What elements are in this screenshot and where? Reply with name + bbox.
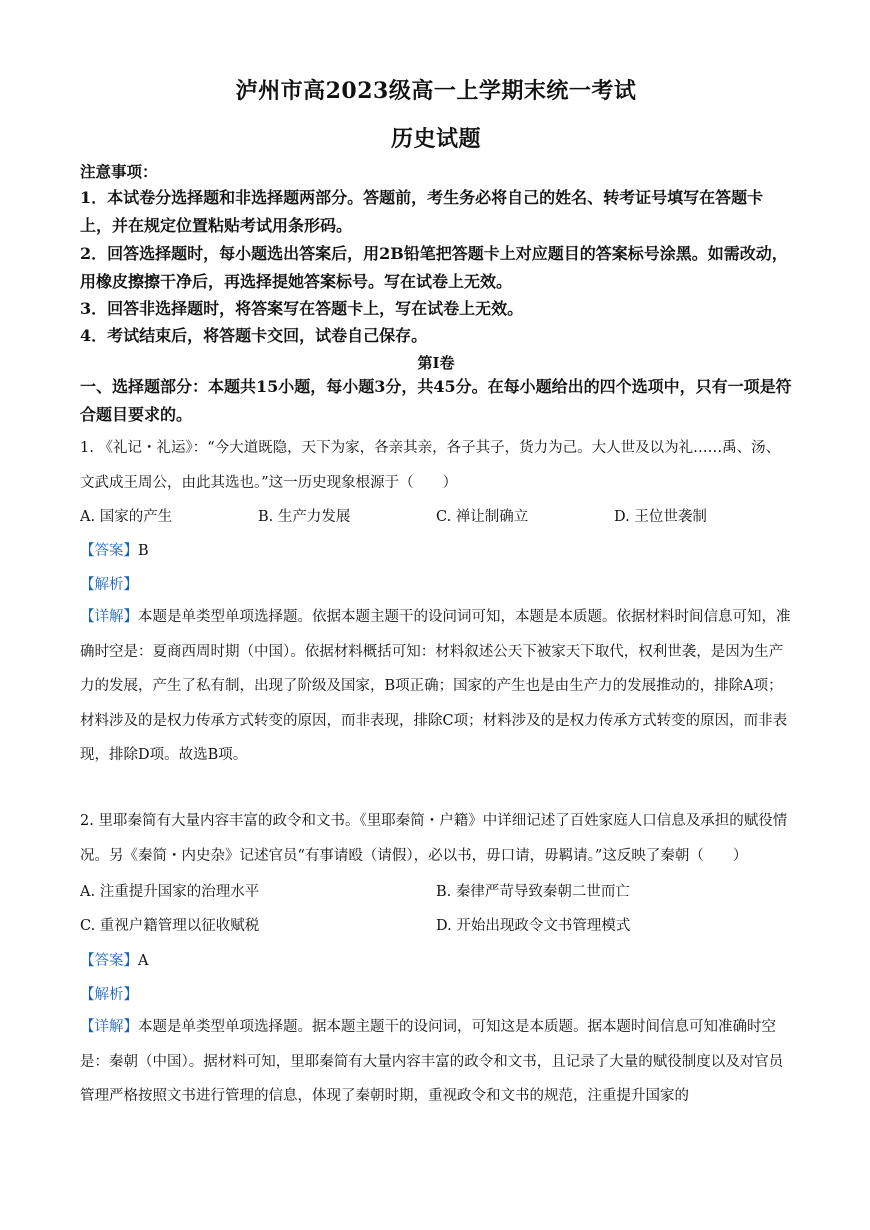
question-2-option-d: D. 开始出现政令文书管理模式 — [436, 918, 631, 934]
answer-tag: 【答案】 — [80, 543, 138, 559]
detail-tag: 【详解】 — [80, 1019, 138, 1035]
question-1-option-b: B. 生产力发展 — [258, 509, 351, 525]
question-1-stem: 1. 《礼记・礼运》：“今大道既隐，天下为家，各亲其亲，各子其子，货力为己。大人世及以为礼……禹、汤、文武成王周公，由此其选也。”这一历史现象根源于（ ） — [80, 440, 781, 491]
section-heading: 一、选择题部分：本题共15小题，每小题3分，共45分。在每小题给出的四个选项中，只有一项是符合题目要求的。 — [80, 377, 792, 424]
question-1-answer — [80, 539, 149, 560]
exam-subtitle: 历史试题 — [390, 126, 481, 152]
answer-value: B — [138, 543, 149, 559]
question-2-stem: 2. 里耶秦简有大量内容丰富的政令和文书。《里耶秦简・户籍》中详细记述了百姓家庭人口信息及承担的赋役情况。另《秦简・内史杂》记述官员“有事请殴（请假），必以书，毋口请，毋羁请。”这反映了秦朝（ ） — [80, 813, 788, 864]
question-1-option-d: D. 王位世袭制 — [614, 509, 707, 525]
exam-title: 泸州市高2023级高一上学期末统一考试 — [235, 78, 637, 104]
note-item-3: 3．回答非选择题时，将答案写在答题卡上，写在试卷上无效。 — [80, 299, 524, 318]
question-1-analysis-tag: 【解析】 — [80, 577, 138, 593]
detail-text: 本题是单类型单项选择题。依据本题主题干的设问词可知，本题是本质题。依据材料时间信息可知，准确时空是：夏商西周时期（中国）。依据材料概括可知：材料叙述公天下被家天下取代，权利世袭，是因为生产力的发展，产生了私有制，出现了阶级及国家，B项正确；国家的产生也是由生产力的发展推动的，排除A项；材料涉及的是权力传承方式转变的原因，而非表现，排除C项；材料涉及的是权力传承方式转变的原因，而非表现，排除D项。故选B项。 — [80, 609, 791, 763]
question-1-detail — [80, 600, 792, 773]
question-2-option-b: B. 秦律严苛导致秦朝二世而亡 — [436, 884, 630, 900]
question-2-option-c: C. 重视户籍管理以征收赋税 — [80, 918, 260, 934]
note-item-1: 1．本试卷分选择题和非选择题两部分。答题前，考生务必将自己的姓名、转考证号填写在答题卡上，并在规定位置粘贴考试用条形码。 — [80, 188, 764, 235]
question-1-option-c: C. 禅让制确立 — [436, 509, 529, 525]
note-item-2: 2．回答选择题时，每小题选出答案后，用2B铅笔把答题卡上对应题目的答案标号涂黑。如需改动，用橡皮擦擦干净后，再选择提她答案标号。写在试卷上无效。 — [80, 244, 788, 291]
question-1-option-a: A. 国家的产生 — [80, 509, 173, 525]
detail-tag: 【详解】 — [80, 609, 138, 625]
answer-tag: 【答案】 — [80, 953, 138, 969]
question-2-detail — [80, 1010, 792, 1114]
question-2-option-a: A. 注重提升国家的治理水平 — [80, 884, 260, 900]
question-2-answer — [80, 949, 148, 970]
notes-heading: 注意事项： — [80, 162, 158, 181]
question-2-analysis-tag: 【解析】 — [80, 987, 138, 1003]
detail-text: 本题是单类型单项选择题。据本题主题干的设问词，可知这是本质题。据本题时间信息可知准确时空是：秦朝（中国）。据材料可知，里耶秦简有大量内容丰富的政令和文书，且记录了大量的赋役制度以及对官员管理严格按照文书进行管理的信息，体现了秦朝时期，重视政令和文书的规范，注重提升国家的 — [80, 1019, 784, 1104]
note-item-4: 4．考试结束后，将答题卡交回，试卷自己保存。 — [80, 326, 428, 345]
volume-label: 第Ⅰ卷 — [417, 354, 455, 372]
answer-value: A — [138, 953, 149, 969]
